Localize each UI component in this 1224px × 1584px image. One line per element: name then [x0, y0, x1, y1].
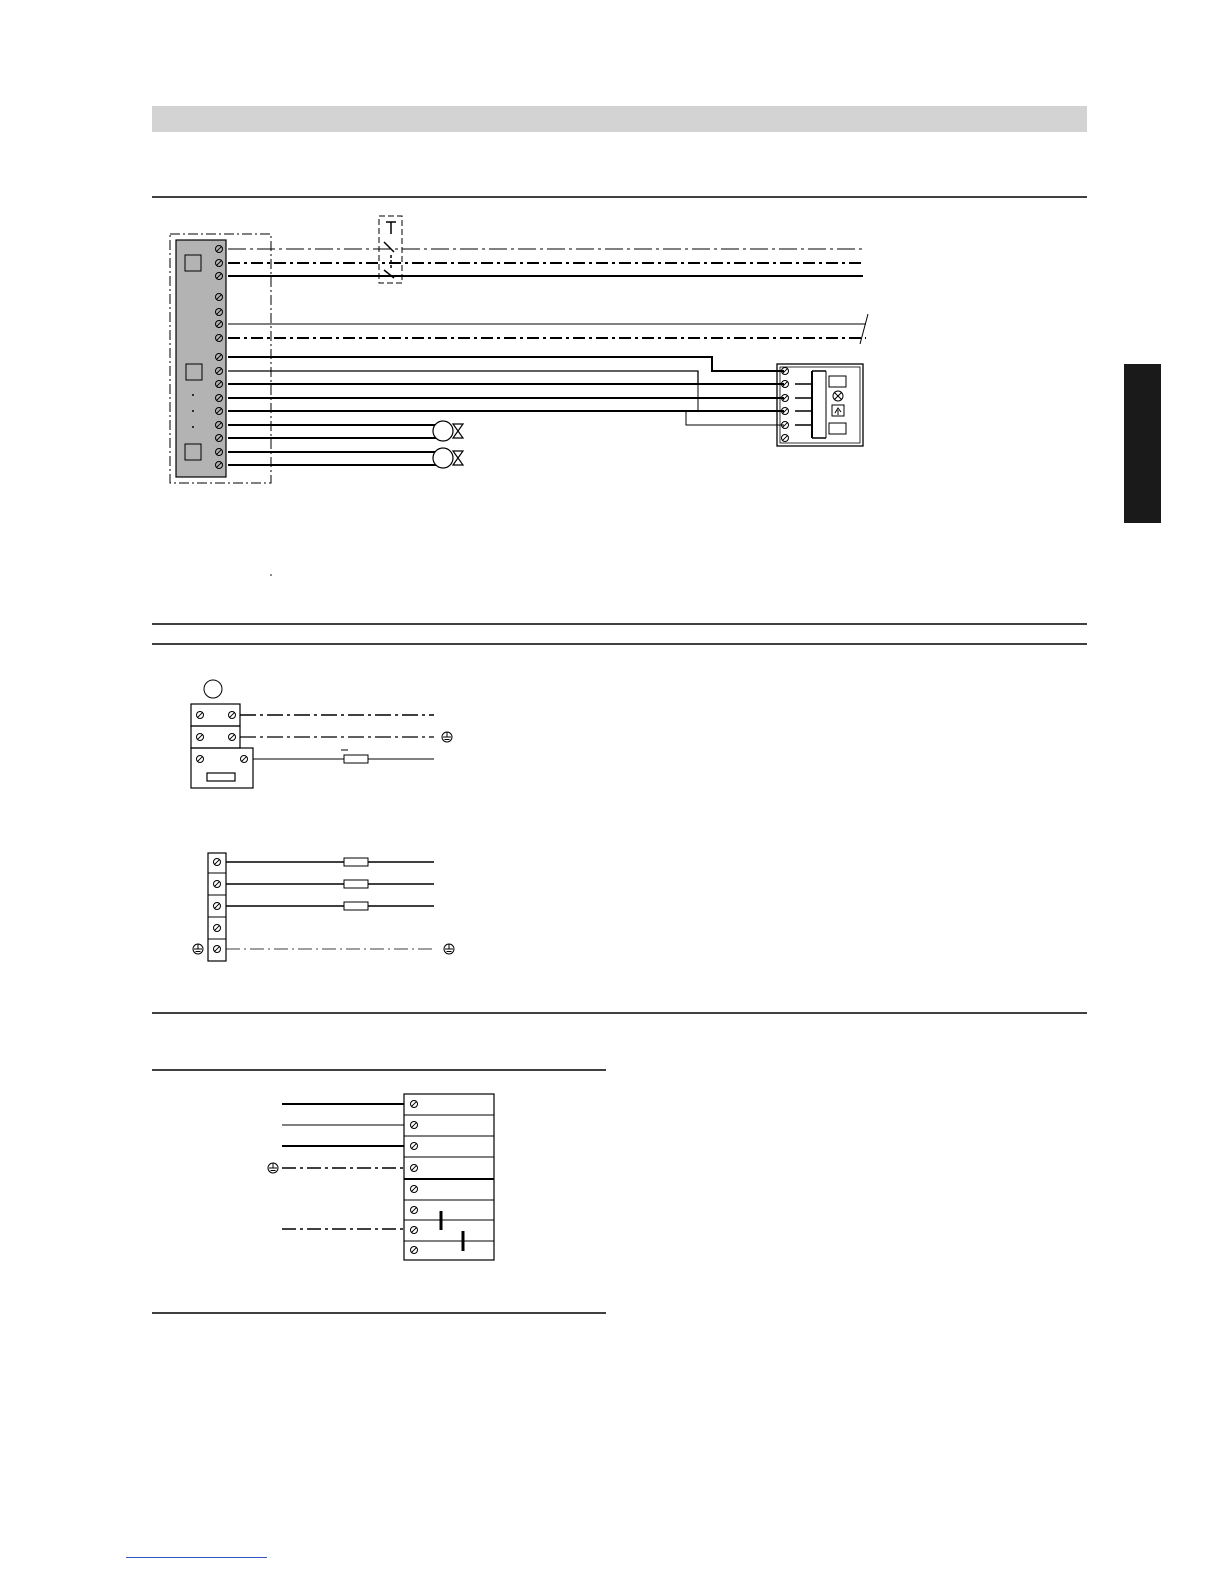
- terminal-screw-icon: [411, 1143, 418, 1150]
- phase-marker-circle: [204, 680, 222, 698]
- terminal-screw-icon: [229, 734, 236, 741]
- terminal-screw-icon: [197, 712, 204, 719]
- hand-switch-icon: [832, 405, 844, 416]
- lamp-icon: [833, 391, 843, 401]
- earth-icon: [268, 1163, 278, 1173]
- fuse-icon: [344, 880, 368, 888]
- terminal-screw-icon: [411, 1186, 418, 1193]
- terminal-block: [404, 1094, 494, 1260]
- terminal-screw-icon: [229, 712, 236, 719]
- terminal-block-terminals: [404, 1101, 494, 1254]
- rectangle-icon: [829, 423, 846, 434]
- fuse-icon: [344, 755, 368, 763]
- terminal-screw-icon: [411, 1122, 418, 1129]
- terminal-screw-icon: [197, 734, 204, 741]
- terminal-screw-icon: [214, 925, 221, 932]
- supply-lines: [228, 249, 868, 344]
- three-phase-terminals: [208, 859, 226, 953]
- terminal-screw-icon: [214, 946, 221, 953]
- indicator-panel: [777, 364, 863, 446]
- terminal-screw-icon: [214, 881, 221, 888]
- signal-lines: [228, 357, 784, 465]
- solenoid-valve-2: [433, 448, 463, 468]
- rectangle-icon: [829, 376, 846, 387]
- earth-icon: [193, 944, 203, 954]
- terminal-screw-icon: [411, 1207, 418, 1214]
- three-phase-terminal-strip: [208, 853, 226, 961]
- earth-icon: [442, 732, 452, 742]
- terminal-screw-icon: [411, 1227, 418, 1234]
- terminal-screw-icon: [782, 435, 789, 442]
- panel-terminal-strip: [782, 368, 789, 442]
- double-pole-switch-icon: [384, 222, 396, 278]
- terminal-screw-icon: [241, 756, 248, 763]
- earth-icon: [444, 944, 454, 954]
- terminal-screw-icon: [197, 756, 204, 763]
- power-supply-diagram: [191, 680, 454, 961]
- terminal-screw-icon: [214, 859, 221, 866]
- terminal-screw-icon: [214, 903, 221, 910]
- terminal-screw-icon: [411, 1165, 418, 1172]
- terminal-screw-icon: [411, 1101, 418, 1108]
- controller-wiring-diagram: [170, 216, 868, 576]
- terminal-block-diagram: [268, 1094, 494, 1260]
- fuse-icon: [344, 858, 368, 866]
- terminal-screw-icon: [411, 1247, 418, 1254]
- fuse-icon: [344, 902, 368, 910]
- solenoid-valve-1: [433, 421, 463, 441]
